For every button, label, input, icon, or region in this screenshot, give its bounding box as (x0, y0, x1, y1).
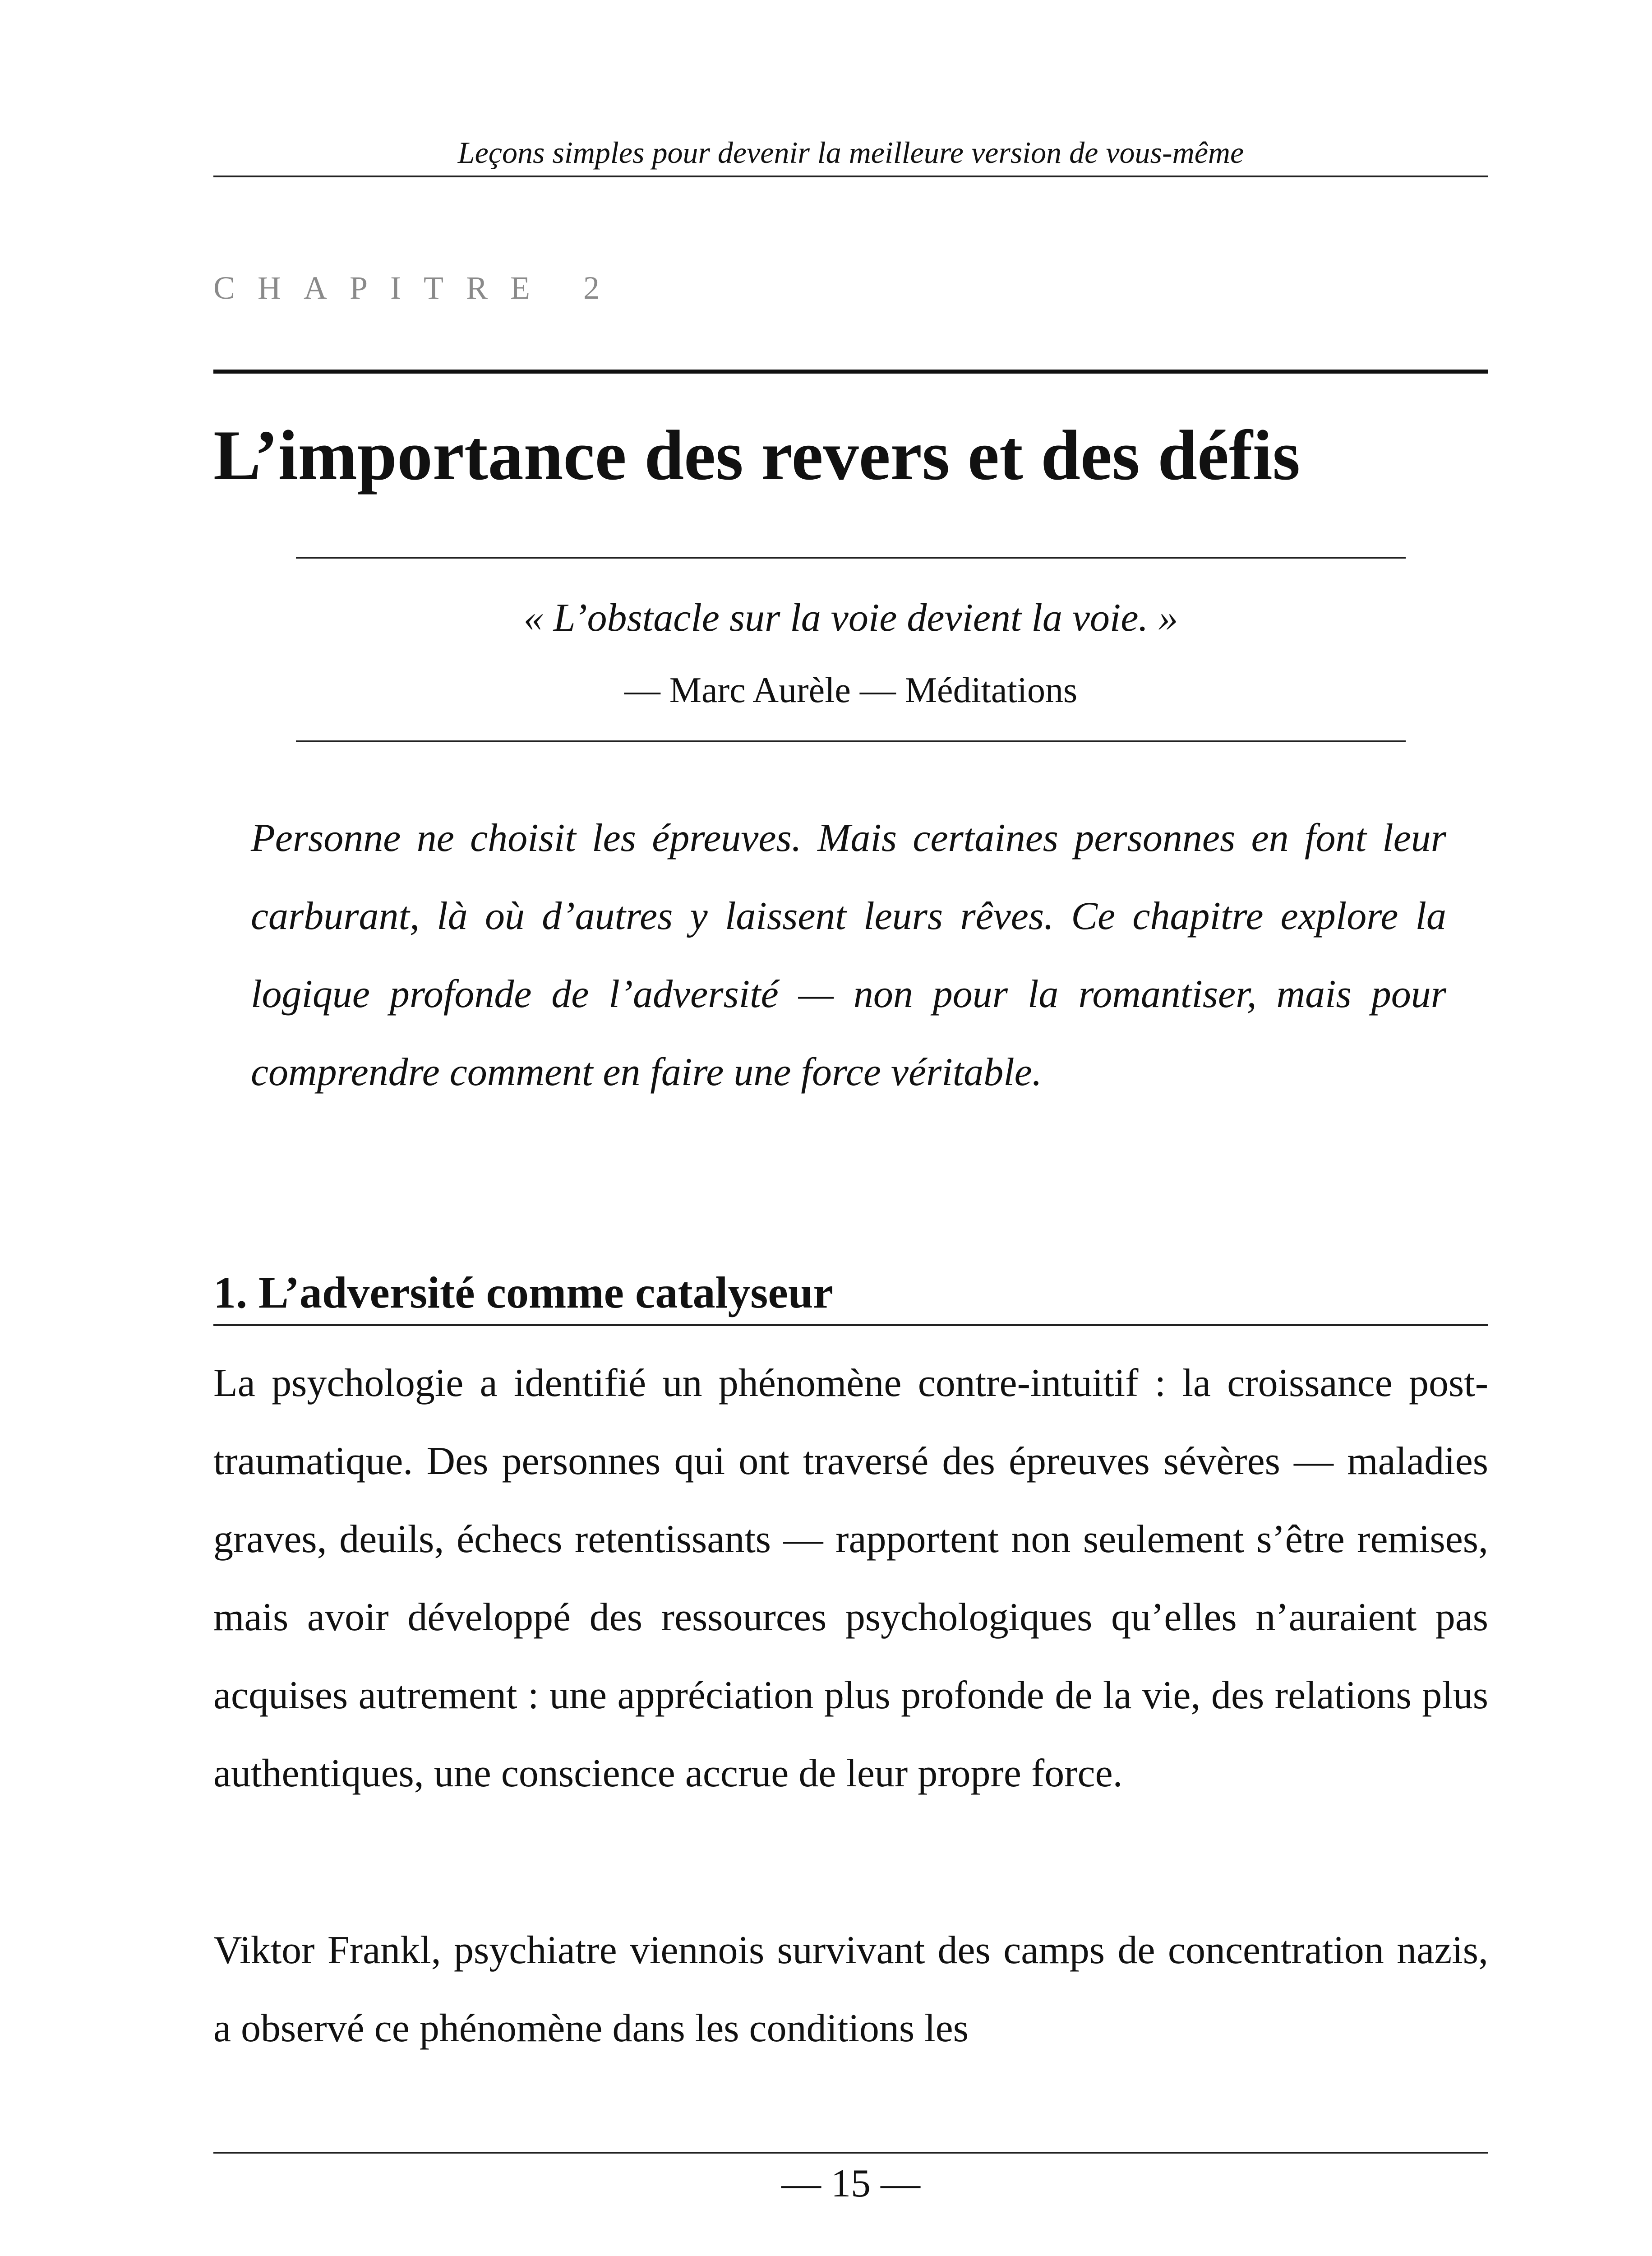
epigraph-bottom-divider (296, 740, 1406, 742)
footer-divider (213, 2152, 1488, 2154)
running-header: Leçons simples pour devenir la meilleure version de vous-même (457, 135, 1244, 170)
title-divider (213, 370, 1488, 374)
epigraph-attribution: — Marc Aurèle — Méditations (624, 670, 1078, 710)
section-heading: 1. L’adversité comme catalyseur (213, 1267, 833, 1318)
chapter-title: L’importance des revers et des défis (213, 416, 1301, 495)
chapter-label: CHAPITRE 2 (213, 270, 623, 306)
body-paragraph: La psychologie a identifié un phénomène contre-intuitif : la croissance post-traumatique. Des personnes qui ont traversé des épreuves sévères — maladies graves, deuils, échecs retentissants — rapportent non seulement s’être remises, mais avoir développé des ressources psychologiques qu’elles n’auraient pas acquises autrement : une appréciation plus profonde de la vie, des relations plus authentiques, une conscience accrue de leur propre force. (213, 1361, 1488, 1795)
page-number: — 15 — (781, 2162, 920, 2205)
body-paragraph: Viktor Frankl, psychiatre viennois survivant des camps de concentration nazis, a observé ce phénomène dans les conditions les (213, 1928, 1488, 2050)
chapter-intro: Personne ne choisit les épreuves. Mais certaines personnes en font leur carburant, là où d’autres y laissent leurs rêves. Ce chapitre explore la logique profonde de l’adversité — non pour la romantiser, mais pour comprendre comment en faire une force véritable. (251, 816, 1446, 1094)
epigraph-top-divider (296, 557, 1406, 559)
epigraph-quote: « L’obstacle sur la voie devient la voie. » (523, 596, 1178, 640)
section-divider (213, 1324, 1488, 1326)
header-divider (213, 176, 1488, 177)
